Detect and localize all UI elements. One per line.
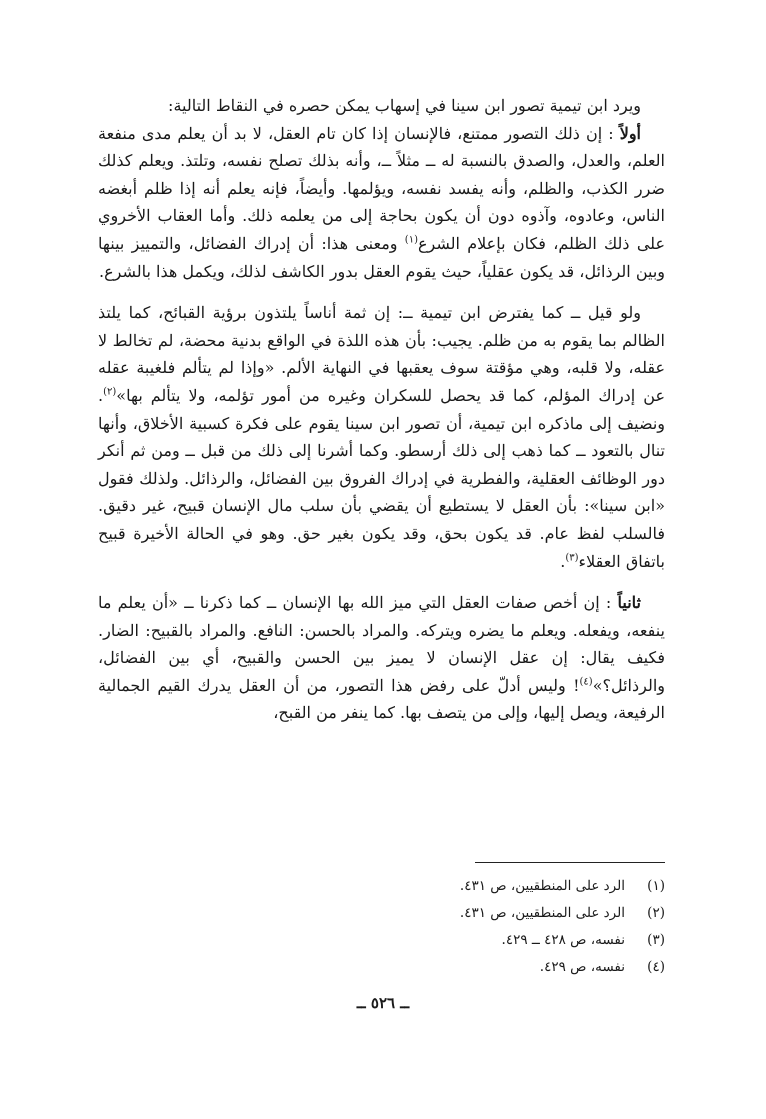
footnote-ref-2: (٢) xyxy=(103,386,117,398)
footnote-item xyxy=(300,900,665,927)
footnote-number: (٣) xyxy=(647,932,665,948)
paragraph-first-point xyxy=(98,120,665,286)
point-heading-first: أولاً xyxy=(619,123,641,143)
paragraph-intro xyxy=(98,92,665,120)
footnote-ref-4: (٤) xyxy=(579,676,593,688)
footnote-ref-1: (١) xyxy=(404,234,418,246)
paragraph-objection-text: ولو قيل ــ كما يفترض ابن تيمية ــ: إن ثمة أناساً يلتذون برؤية القبائح، كما يلتذ الظالم بما يقوم به من ظلم. يجيب: بأن هذه اللذة في الواقع بدنية محضة، لم تخالط لا عقله، ولا قلبه، وهي مؤقتة سوف يعقبها في النهاية الألم. «وإذا لم يتألم فلغيبة عقله عن إدراك المؤلم، كما قد يحصل للسكران وغيره من أمور تؤلمه، ولا يتألم بها» xyxy=(98,303,665,405)
paragraph-second-point-text-cont: ! وليس أدلّ على رفض هذا التصور، من أن العقل يدرك القيم الجمالية الرفيعة، ويصل إليها، وإلى من يتصف بها. كما ينفر من القبح، xyxy=(98,675,665,723)
paragraph-objection xyxy=(98,299,665,575)
footnote-text: الرد على المنطقيين، ص ٤٣١. xyxy=(459,878,625,894)
footnote-number: (١) xyxy=(647,878,665,894)
footnote-item xyxy=(300,927,665,954)
footnote-text: نفسه، ص ٤٢٨ ــ ٤٢٩. xyxy=(501,932,625,948)
footnote-item xyxy=(300,954,665,981)
paragraph-objection-text-cont: . ونضيف إلى ماذكره ابن تيمية، أن تصور ابن سينا يقوم على فكرة كسبية الأخلاق، وأنها تنال بالتعود ــ كما ذهب إلى ذلك أرسطو. وكما أشرنا إلى ذلك من قبل ــ ومن ثم أنكر دور الوظائف العقلية، والفطرية في إدراك الفروق بين الفضائل، والرذائل. ولذلك فقول «ابن سينا»: بأن العقل لا يستطيع أن يقضي بأن سلب مال الإنسان قبيح، غير دقيق. فالسلب لفظ عام. قد يكون بحق، وقد يكون بغير حق. وهو في الحالة الأخيرة قبيح باتفاق العقلاء xyxy=(98,385,666,571)
footnote-number: (٤) xyxy=(647,959,665,975)
paragraph-first-point-text-cont: ومعنى هذا: أن إدراك الفضائل، والتمييز بينها وبين الرذائل، قد يكون عقلياً، حيث يقوم العقل بدور الكاشف لذلك، ويكمل هذا بالشرع. xyxy=(98,233,665,281)
footnote-ref-3: (٣) xyxy=(565,552,579,564)
page-number: ــ ٥٢٦ ــ xyxy=(356,994,410,1012)
footnotes xyxy=(300,873,665,981)
footnote-divider xyxy=(475,862,665,863)
paragraph-first-point-text: : إن ذلك التصور ممتنع، فالإنسان إذا كان تام العقل، لا بد أن يعلم مدى منفعة العلم، والعدل، والصدق بالنسبة له ــ مثلاً ــ، وأنه بذلك تصلح نفسه، وتلتذ. ويعلم كذلك ضرر الكذب، والظلم، وأنه يفسد نفسه، ويؤلمها. وأيضاً، فإنه يعلم أنه إذا ظلم أبغضه الناس، وعادوه، وآذوه دون أن يكون بحاجة إلى من يعلمه ذلك. وأما العقاب الأخروي على ذلك الظلم، فكان بإعلام الشرع xyxy=(98,123,666,253)
footnote-text: نفسه، ص ٤٢٩. xyxy=(539,959,625,975)
body-text xyxy=(98,92,665,727)
footnote-text: الرد على المنطقيين، ص ٤٣١. xyxy=(459,905,625,921)
paragraph-objection-text-end: . xyxy=(560,551,566,571)
paragraph-intro-text: ويرد ابن تيمية تصور ابن سينا في إسهاب يمكن حصره في النقاط التالية: xyxy=(168,96,641,115)
point-heading-second: ثانياً xyxy=(617,593,641,613)
paragraph-second-point-text: : إن أخص صفات العقل التي ميز الله بها الإنسان ــ كما ذكرنا ــ «أن يعلم ما ينفعه، ويفعله. ويعلم ما يضره ويتركه. والمراد بالحسن: النافع. والمراد بالقبيح: الضار. فكيف يقال: إن عقل الإنسان لا يميز بين الحسن والقبيح، أي بين الفضائل، والرذائل؟» xyxy=(98,593,665,695)
footnote-item xyxy=(300,873,665,900)
paragraph-second-point xyxy=(98,589,665,727)
footnote-number: (٢) xyxy=(647,905,665,921)
